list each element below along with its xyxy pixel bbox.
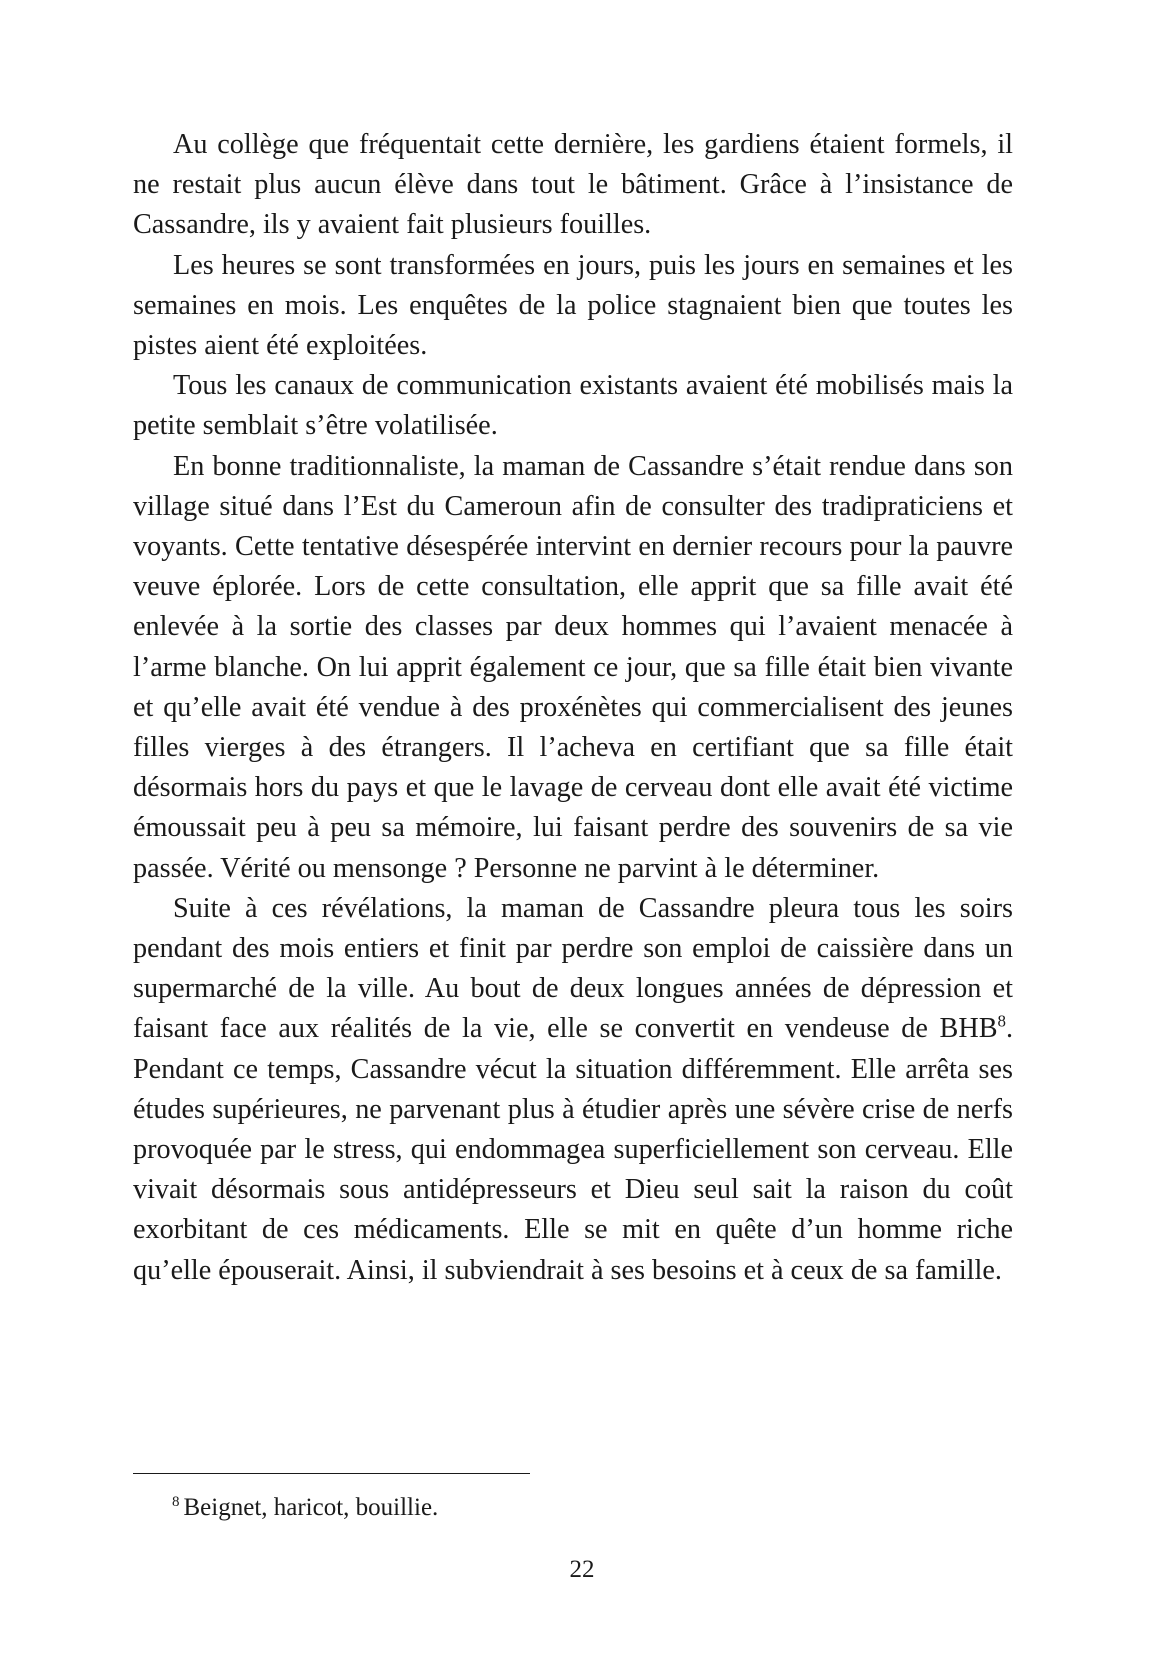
page-number: 22: [569, 1556, 595, 1583]
footnote-divider: [133, 1473, 530, 1474]
footnote-text: Beignet, haricot, bouillie.: [183, 1494, 439, 1521]
body-text: [133, 125, 1013, 1291]
paragraph: En bonne traditionnaliste, la maman de Cassandre s’était rendue dans son village situé dans l’Est du Cameroun afin de consulter des tradipraticiens et voyants. Cette tentative désespérée intervint en dernier recours pour la pauvre veuve éplorée. Lors de cette consultation, elle apprit que sa fille avait été enlevée à la sortie des classes par deux hommes qui l’avaient menacée à l’arme blanche. On lui apprit également ce jour, que sa fille était bien vivante et qu’elle avait été vendue à des proxénètes qui commercialisent des jeunes filles vierges à des étrangers. Il l’acheva en certifiant que sa fille était désormais hors du pays et que le lavage de cerveau dont elle avait été victime émoussait peu à peu sa mémoire, lui faisant perdre des souvenirs de sa vie passée. Vérité ou mensonge ? Personne ne parvint à le déterminer.: [133, 450, 1013, 884]
footnote-reference: 8: [997, 1012, 1006, 1032]
paragraph-text: Suite à ces révélations, la maman de Cassandre pleura tous les soirs pendant des mois entiers et finit par perdre son emploi de caissière dans un supermarché de la ville. Au bout de deux longues années de dépression et faisant face aux réalités de la vie, elle se convertit en vendeuse de BHB: [133, 892, 1013, 1045]
paragraph: Les heures se sont transformées en jours, puis les jours en semaines et les semaines en mois. Les enquêtes de la police stagnaient bien que toutes les pistes aient été exploitées.: [133, 249, 1013, 362]
paragraph-text: . Pendant ce temps, Cassandre vécut la situation différemment. Elle arrêta ses études supérieures, ne parvenant plus à étudier après une sévère crise de nerfs provoquée par le stress, qui endommagea superficiellement son cerveau. Elle vivait désormais sous antidépresseurs et Dieu seul sait la raison du coût exorbitant de ces médicaments. Elle se mit en quête d’un homme riche qu’elle épouserait. Ainsi, il subviendrait à ses besoins et à ceux de sa famille.: [133, 1013, 1013, 1286]
paragraph: Au collège que fréquentait cette dernière, les gardiens étaient formels, il ne restait plus aucun élève dans tout le bâtiment. Grâce à l’insistance de Cassandre, ils y avaient fait plusieurs fouilles.: [133, 129, 1013, 241]
footnote-number: 8: [172, 1493, 180, 1510]
paragraph: [133, 889, 1013, 1291]
paragraph: Tous les canaux de communication existants avaient été mobilisés mais la petite semblait s’être volatilisée.: [133, 370, 1013, 442]
footnote: [172, 1491, 438, 1525]
